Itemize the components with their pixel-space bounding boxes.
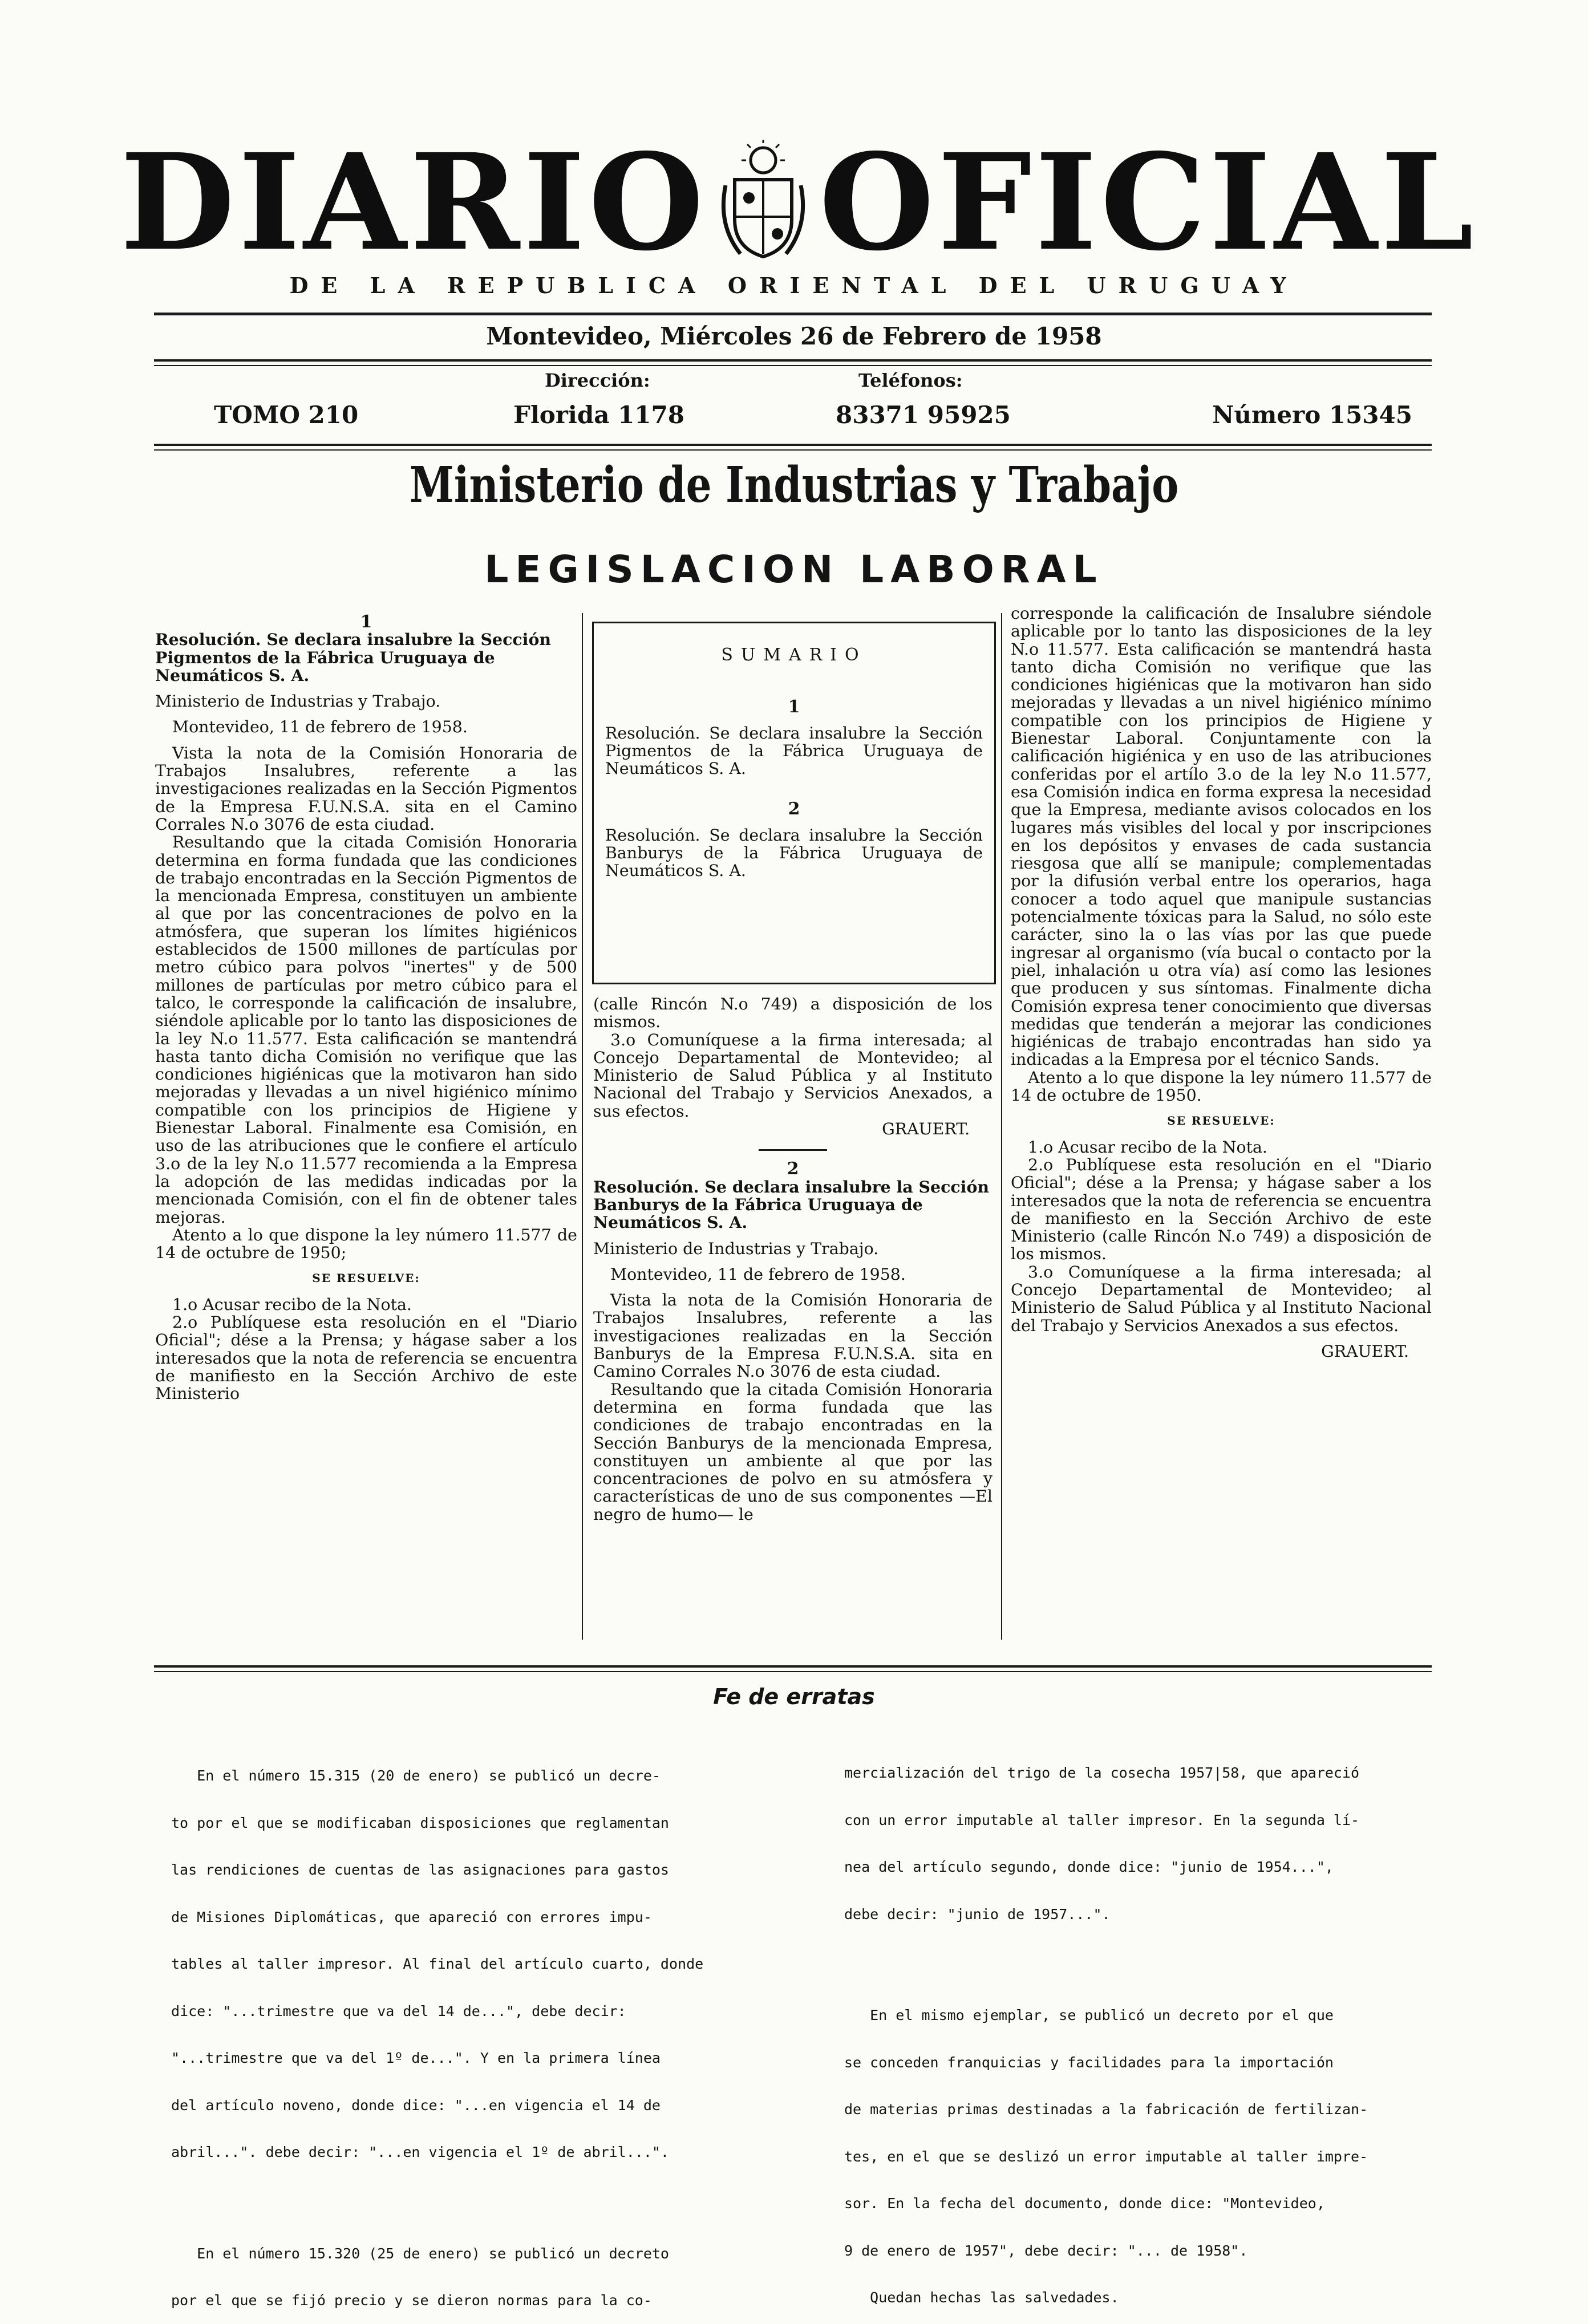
- paragraph: Atento a lo que dispone la ley número 11.577 de 14 de octubre de 1950;: [155, 1225, 577, 1263]
- errata-line: mercialización del trigo de la cosecha 1957|58, que apareció: [844, 1765, 1360, 1781]
- divider: [154, 313, 1432, 315]
- masthead: [120, 123, 1477, 282]
- errata-line: to por el que se modificaban disposiciones que reglamentan: [171, 1814, 669, 1831]
- signature: GRAUERT.: [1321, 1341, 1409, 1361]
- errata-line: del artículo noveno, donde dice: "...en vigencia el 14 de: [171, 2096, 661, 2114]
- paragraph: corresponde la calificación de Insalubre siéndole aplicable por lo tanto las disposiciones de la ley N.o 11.577. Esta calificación se mantendrá hasta tanto dicha Comisión no verifique que las condiciones higiénicas que la motivaron han sido mejoradas y llevadas a un nivel higiénico mínimo compatible con los principios de Higiene y Bienestar Laboral. Conjuntamente con la calificación higiénica y en uso de las atribuciones conferidas por el artílo 3.o de la ley N.o 11.577, esa Comisión indica en forma expresa la necesidad que la Empresa, mediante avisos colocados en los lugares más visibles del local y por inscripciones en los depósitos y envases de cada sustancia riesgosa que allí se manipule; complementadas por la difusión verbal entre los operarios, haga conocer a todo aquel que manipule sustancias potencialmente tóxicas para la Salud, no sólo este carácter, sino la o las vías por las que puede ingresar al organismo (vía bucal o contacto por la piel, inhalación u otra vía) así como las lesiones que producen y sus síntomas. Finalmente dicha Comisión expresa tener conocimiento que diversas medidas que tenderán a mejorar las condiciones higiénicas de trabajo encontradas han sido ya indicadas a la Empresa por el técnico Sands.: [1011, 604, 1432, 1069]
- telefonos: 83371 95925: [836, 401, 1011, 429]
- se-resuelve-label: SE RESUELVE:: [1167, 1114, 1275, 1128]
- column-1: [155, 613, 577, 1402]
- paragraph: Resultando que la citada Comisión Honoraria determina en forma fundada que las condiciones de trabajo encontradas en la Sección Banburys de la mencionada Empresa, constituyen un ambiente al que por las concentraciones de polvo en su atmósfera y características de uno de sus componentes —El negro de humo— le: [593, 1380, 992, 1524]
- errata-line: de materias primas destinadas a la fabricación de fertilizan-: [844, 2101, 1368, 2118]
- paragraph: 2.o Publíquese esta resolución en el "Diario Oficial"; dése a la Prensa; y hágase saber a los interesados que la nota de referencia se encuentra de manifiesto en la Sección Archivo de este Ministerio: [155, 1312, 577, 1404]
- errata-line: "...trimestre que va del 1º de...". Y en la primera línea: [171, 2050, 661, 2066]
- signature: GRAUERT.: [882, 1120, 970, 1139]
- direccion-label: Dirección:: [545, 370, 650, 391]
- divider: [154, 444, 1432, 446]
- paragraph: Vista la nota de la Comisión Honoraria de Trabajos Insalubres, referente a las investigaciones realizadas en la Sección Banburys de la Empresa F.U.N.S.A. sita en Camino Corrales N.o 3076 de esta ciudad.: [593, 1291, 992, 1381]
- errata-line: por el que se fijó precio y se dieron normas para la co-: [171, 2292, 652, 2309]
- resolution-number: 1: [360, 612, 372, 632]
- divider: [154, 365, 1432, 366]
- errata-line: nea del artículo segundo, donde dice: "junio de 1954...",: [844, 1859, 1334, 1875]
- column-divider: [582, 613, 583, 1640]
- ministry-title: Ministerio de Industrias y Trabajo: [409, 456, 1179, 514]
- sumario-number: 1: [788, 697, 800, 717]
- paragraph: 1.o Acusar recibo de la Nota.: [1028, 1137, 1267, 1157]
- errata-line: abril...". debe decir: "...en vigencia el 1º de abril...".: [171, 2144, 669, 2160]
- errata-line: debe decir: "junio de 1957...".: [844, 1905, 1111, 1923]
- sumario-item: Resolución. Se declara insalubre la Sección Banburys de la Fábrica Uruguaya de Neumáticos S. A.: [605, 825, 983, 881]
- ministry-line: Ministerio de Industrias y Trabajo.: [593, 1239, 879, 1258]
- divider: [154, 1665, 1432, 1668]
- resolution-date: Montevideo, 11 de febrero de 1958.: [172, 717, 468, 737]
- paragraph: Resultando que la citada Comisión Honoraria determina en forma fundada que las condiciones de trabajo encontradas en la Sección Pigmentos de la mencionada Empresa, constituyen un ambiente al que por las concentraciones de polvo en la atmósfera, que superan los límites higiénicos establecidos de 1500 millones de partículas por metro cúbico para polvos "inertes" y de 500 millones de partículas por metro cúbico para el talco, le corresponde la calificación de insalubre, siéndole aplicable por lo tanto las disposiciones de la ley N.o 11.577. Esta calificación se mantendrá hasta tanto dicha Comisión no verifique que las condiciones higiénicas que la motivaron han sido mejoradas y llevadas a un nivel higiénico mínimo compatible con los principios de Higiene y Bienestar Laboral. Finalmente esa Comisión, en uso de las atribuciones que le confiere el artículo 3.o de la ley N.o 11.577 recomienda a la Empresa la adopción de las medidas indicadas por la mencionada Comisión, con el fin de obtener tales mejoras.: [155, 833, 577, 1227]
- resolution-date: Montevideo, 11 de febrero de 1958.: [610, 1264, 906, 1284]
- column-2: [593, 995, 992, 1523]
- sumario-title: SUMARIO: [721, 645, 867, 665]
- divider: [154, 359, 1432, 362]
- direccion: Florida 1178: [513, 401, 684, 429]
- sumario-content: [605, 646, 983, 880]
- errata-line: En el mismo ejemplar, se publicó un decreto por el que: [844, 2007, 1334, 2023]
- errata-line: de Misiones Diplomáticas, que apareció con errores impu-: [171, 1908, 652, 1925]
- column-3: [1011, 605, 1432, 1360]
- paragraph: 3.o Comuníquese a la firma interesada; al Concejo Departamental de Montevideo; al Ministerio de Salud Pública y al Instituto Nacional del Trabajo y Servicios Anexados a sus efectos.: [1011, 1262, 1432, 1335]
- errata-line: tables al taller impresor. Al final del artículo cuarto, donde: [171, 1956, 704, 1972]
- erratas-column-left: [171, 1737, 703, 2324]
- ministry-line: Ministerio de Industrias y Trabajo.: [155, 692, 441, 711]
- paragraph: Atento a lo que dispone la ley número 11.577 de 14 de octubre de 1950.: [1011, 1068, 1432, 1105]
- errata-line: con un error imputable al taller impresor. En la segunda lí-: [844, 1811, 1360, 1828]
- numero: Número 15345: [1212, 401, 1412, 429]
- erratas-column-right: [844, 1734, 1368, 2321]
- divider: [154, 1671, 1432, 1672]
- tomo: TOMO 210: [214, 401, 359, 429]
- telefonos-label: Teléfonos:: [858, 370, 963, 391]
- divider: [154, 449, 1432, 451]
- sumario-box: [592, 622, 996, 984]
- paragraph: 1.o Acusar recibo de la Nota.: [172, 1295, 412, 1314]
- dateline: Montevideo, Miércoles 26 de Febrero de 1958: [486, 322, 1102, 350]
- column-divider: [1001, 613, 1002, 1640]
- errata-line: En el número 15.315 (20 de enero) se publicó un decre-: [171, 1767, 661, 1784]
- se-resuelve-label: SE RESUELVE:: [312, 1271, 420, 1285]
- resolution-number: 2: [787, 1159, 799, 1179]
- paragraph: 2.o Publíquese esta resolución en el "Diario Oficial"; dése a la Prensa; y hágase saber a los interesados que la nota de referencia se encuentra de manifiesto en la Sección Archivo de este Ministerio (calle Rincón N.o 749) a disposición de los mismos.: [1011, 1155, 1432, 1264]
- erratas-title: Fe de erratas: [713, 1684, 875, 1709]
- errata-line: dice: "...trimestre que va del 14 de...", debe decir:: [171, 2002, 626, 2019]
- resolution-heading: Resolución. Se declara insalubre la Sección Banburys de la Fábrica Uruguaya de Neumáticos S. A.: [593, 1177, 990, 1232]
- errata-line: tes, en el que se deslizó un error imputable al taller impre-: [844, 2148, 1368, 2165]
- sumario-number: 2: [788, 799, 800, 820]
- errata-line: se conceden franquicias y facilidades para la importación: [844, 2054, 1334, 2071]
- resolution-heading: Resolución. Se declara insalubre la Sección Pigmentos de la Fábrica Uruguaya de Neumáticos S. A.: [155, 630, 552, 685]
- coat-of-arms-icon: [718, 140, 809, 265]
- errata-line: Quedan hechas las salvedades.: [844, 2289, 1119, 2306]
- errata-line: En el número 15.320 (25 de enero) se publicó un decreto: [171, 2245, 669, 2262]
- paragraph: (calle Rincón N.o 749) a disposición de los mismos.: [593, 995, 992, 1032]
- errata-line: las rendiciones de cuentas de las asignaciones para gastos: [171, 1861, 669, 1878]
- paragraph: 3.o Comuníquese a la firma interesada; al Concejo Departamental de Montevideo; al Ministerio de Salud Pública y al Instituto Nacional del Trabajo y Servicios Anexados, a sus efectos.: [593, 1030, 992, 1121]
- masthead-title-left: DIARIO: [120, 124, 707, 280]
- masthead-title-right: OFICIAL: [819, 124, 1477, 280]
- paragraph: Vista la nota de la Comisión Honoraria de Trabajos Insalubres, referente a las investigaciones realizadas en la Sección Pigmentos de la Empresa F.U.N.S.A. sita en el Camino Corrales N.o 3076 de esta ciudad.: [155, 743, 577, 834]
- errata-line: sor. En la fecha del documento, donde dice: "Montevideo,: [844, 2195, 1325, 2212]
- section-title: LEGISLACION LABORAL: [484, 547, 1104, 591]
- errata-line: 9 de enero de 1957", debe decir: "... de 1958".: [844, 2242, 1248, 2259]
- masthead-subtitle: DE LA REPUBLICA ORIENTAL DEL URUGUAY: [289, 273, 1299, 298]
- sumario-item: Resolución. Se declara insalubre la Sección Pigmentos de la Fábrica Uruguaya de Neumáticos S. A.: [605, 723, 983, 778]
